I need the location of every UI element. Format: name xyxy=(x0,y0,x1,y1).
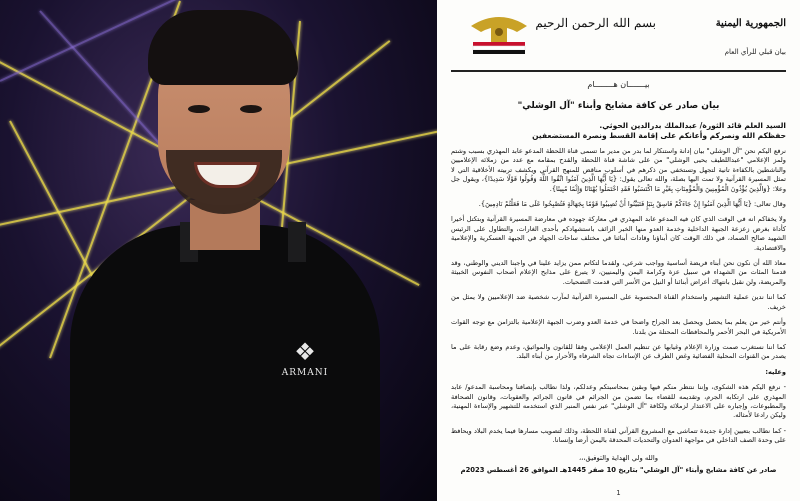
closing-line: والله ولي الهداية والتوفيق،،، xyxy=(578,453,659,462)
left-eye xyxy=(188,105,210,113)
body-paragraph: نرفع اليكم نحن "آل الوشلي" بيان إدانة واستنكار لما بدر من مدير ما تسمى قناة اللحظة المدعو عابد المهذري بسبب وشتم ولمز الإعلامي "عبداللطيف يحيى الوشلي" من على شاشة قناة اللحظة والقدح بمقامه مع عدد من زملائه الإعلاميين والناشطين بالكفاءة تانية لتجهل وتستخفي من ذكرهم في أسلوب مناقض للمنهج القرآني ويكشف تربيته الأخلاقية التي لا تمثل المسيرة القرآنية ولا تمت اليها بصلة، والله تعالى يقول: {يَا أَيُّهَا الَّذِينَ آمَنُوا اتَّقُوا اللَّهَ وَقُولُوا قَوْلًا سَدِيدًا}، ويقول جل وعلا: {وَالَّذِينَ يُؤْذُونَ الْمُؤْمِنِينَ وَالْمُؤْمِنَاتِ بِغَيْرِ مَا اكْتَسَبُوا فَقَدِ احْتَمَلُوا بُهْتَانًا وَإِثْمًا مُبِينًا}. xyxy=(451,147,786,193)
basmala-text: بسم الله الرحمن الرحيم xyxy=(535,16,656,30)
shirt-brand-logo xyxy=(270,340,340,378)
issued-by-line: صادر عن كافة مشايخ وأبناء "آل الوشلي" بتاريخ 10 صفر 1445هـ الموافق 26 أغسطس 2023م xyxy=(460,465,777,474)
hair xyxy=(148,10,298,85)
demand-item: - كما نطالب بتعيين إدارة جديدة تتماشى مع المشروع القرآني لقناة اللحظة، وذلك لتصويب مسارها فيما يخدم البلاد ويحافظ على وحدة الصف الداخلي في مواجهة العدوان والتحديات المحدقة باليمن أرضا وإنسانا. xyxy=(451,426,786,445)
document-type-heading: بيـــــــان هــــــــام xyxy=(587,80,650,89)
body-paragraph: وقال تعالى: {يَا أَيُّهَا الَّذِينَ آمَنُوا إِنْ جَاءَكُمْ فَاسِقٌ بِنَبَإٍ فَتَبَيَّنُوا أَنْ تُصِيبُوا قَوْمًا بِجَهَالَةٍ فَتُصْبِحُوا عَلَى مَا فَعَلْتُمْ نَادِمِينَ}. xyxy=(478,200,786,209)
resolution-heading: وعليه: xyxy=(765,367,786,376)
document-header xyxy=(451,0,786,70)
demand-item: - نرفع اليكم هذه الشكوى، وإننا ننتظر منكم فيها وبقين بمحاسبتكم وعدلكم، ولذا نطالب بإنصافنا ومحاسبة المدعو/ عابد المهذري على ارتكابه الجرم، وتقديمه للقضاء بما تضمن من الجرائم في قانون الجرائم والعقوبات، وقانون الصحافة والمطبوعات، وإجباره على الاعتذار لزملائه ولكافة "آل الوشلي" عبر نفس المنبر الذي استخدمه للتشهير والإساءة المهنية، وليكن رادعا لأمثاله. xyxy=(451,383,786,420)
shirt-brand-text: ARMANI xyxy=(281,368,329,378)
eagle-logo-icon: ❖ xyxy=(294,338,316,366)
greeting-line: حفظكم الله ونصركم وأعانكم على إقامة القسط ونصرة المستضعفين xyxy=(532,131,786,140)
body-paragraph: معاذ الله أن نكون نحن أبناء فريضة أساسية وواجب شرعي، ولقدما لتكاتم ممن يزايد علينا في واجبنا الديني والوطني، وقد قدمنا المئات من الشهداء في سبيل عزة وكرامة اليمن واليمنيين، لا يتبرع على مذابح الإعلام أصحاب النفوس الخبيثة والمريضة، ولن نقبل بانتهاك أعراض أبنائنا أو النيل من الأسر التي قدمت التضحيات. xyxy=(451,259,786,286)
body-paragraph: وأنتم خير من يعلم بما يحصل ويحصل بعد الجراح واضحا في خدمة العدو وضرب الجبهة الإعلامية بالتزامن مع توجه القوات الأمريكية في البحر الأحمر والمحافظات المحتلة من بلدنا. xyxy=(451,318,786,336)
page-number: 1 xyxy=(616,489,621,497)
header-divider xyxy=(451,70,786,72)
document-title: بيان صادر عن كافة مشايخ وأبناء "آل الوشلي" xyxy=(517,101,720,111)
country-name: الجمهورية اليمنية xyxy=(715,18,786,29)
body-paragraph: كما اننا نستغرب صمت وزارة الإعلام وغيابها عن تنظيم العمل الإعلامي وفقا للقانون والمواثيق، وعدم وضع رقابة على ما يصدر من القنوات المحلية الفضائية وغض الطرف عن الإساءات تجاه الشرفاء والأحرار من أبناء البلد. xyxy=(451,342,786,361)
body-paragraph: ولا يخفاكم انه في الوقت الذي كان فيه المدعو عابد المهذري في معاركة جهوده في معارضة المسيرة القرآنية وبتكتل أخيرا كأداة بغرض زعزعة الجبهة الداخلية وخدمة العدو منها الخبر الزائف باستشهادكم بأحدى الغارات، والتطاول على الرئيس الشهيد صالح الصماد، في ذلك الوقت كان أبناؤنا وقادات أبنائنا في مختلف ساحات الجهاد في الجبهة العسكرية والإعلامية والاقتصادية. xyxy=(451,215,786,252)
yemen-emblem-icon xyxy=(465,12,533,58)
statement-document xyxy=(437,0,800,501)
addressee-line: السيد العلم قائد الثورة/ عبدالملك بدرالدين الحوثي. xyxy=(599,121,786,130)
public-statement-label: بيان قبلي للرأي العام xyxy=(724,48,786,56)
body-paragraph: كما اننا ندين عملية التشهير واستخدام القناة المحسوبة على المسيرة القرآنية لمآرب شخصية ضد الإعلاميين ولا يمثل من خريف. xyxy=(451,293,786,311)
right-eye xyxy=(240,105,262,113)
person-figure xyxy=(70,0,370,501)
